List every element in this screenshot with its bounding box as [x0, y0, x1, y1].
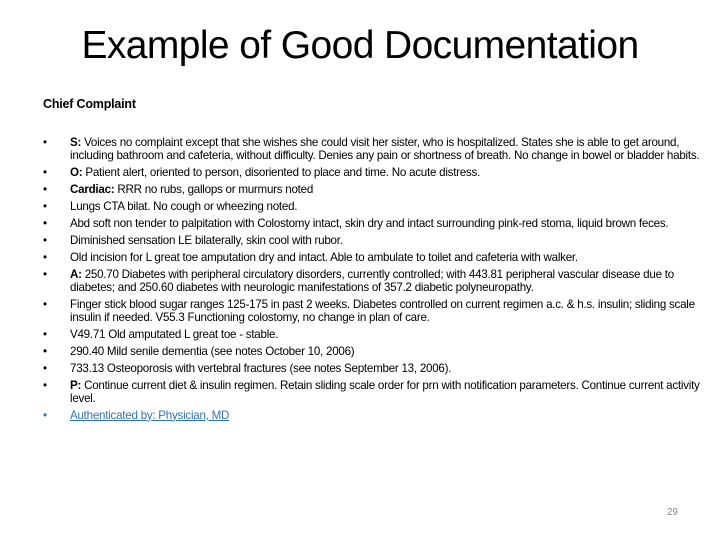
item-text: 250.70 Diabetes with peripheral circulatory disorders, currently controlled; with 443.81 peripheral vascular disease due to diabetes; and 250.60 diabetes with neurologic manifestations of 357.2 diabetic polyneuropathy.: [70, 267, 674, 294]
item-label: S:: [70, 136, 82, 149]
item-text: Diminished sensation LE bilaterally, skin cool with rubor.: [70, 233, 343, 247]
bullet-icon: •: [43, 136, 47, 149]
item-label: Cardiac:: [70, 183, 115, 197]
item-text: Voices no complaint except that she wishes she could visit her sister, who is hospitalized. States she is able to get around, including bathroom and cafeteria, without difficulty. Denies any pain or shortness of breath. No change in bowel or bladder habits.: [70, 136, 700, 163]
list-item: [43, 251, 703, 264]
list-item: [43, 217, 703, 230]
list-item: [43, 136, 703, 163]
item-text: Continue current diet & insulin regimen. Retain sliding scale order for prn with notification parameters. Continue current activity level.: [70, 378, 700, 405]
section-heading: Chief Complaint: [43, 97, 136, 111]
list-item: [43, 183, 703, 196]
item-text: RRR no rubs, gallops or murmurs noted: [114, 183, 314, 197]
bullet-icon: •: [43, 216, 47, 230]
bullet-icon: •: [43, 327, 47, 341]
list-item: [43, 166, 703, 179]
bullet-icon: •: [43, 183, 47, 197]
bullet-icon: •: [43, 297, 47, 311]
item-text: 290.40 Mild senile dementia (see notes October 10, 2006): [70, 344, 355, 358]
authentication-link-text[interactable]: Authenticated by: Physician, MD: [70, 408, 230, 422]
list-item: [43, 234, 703, 247]
item-label: A:: [70, 267, 82, 281]
list-item: [43, 200, 703, 213]
item-text: V49.71 Old amputated L great toe - stable.: [70, 327, 279, 341]
bullet-icon: •: [43, 408, 47, 422]
list-item: [43, 345, 703, 358]
list-item: [43, 379, 703, 406]
item-text: Patient alert, oriented to person, disoriented to place and time. No acute distress.: [82, 166, 481, 180]
item-text: Lungs CTA bilat. No cough or wheezing noted.: [70, 199, 298, 213]
bullet-icon: •: [43, 344, 47, 358]
bullet-icon: •: [43, 199, 47, 213]
item-text: 733.13 Osteoporosis with vertebral fractures (see notes September 13, 2006).: [70, 361, 452, 375]
list-item: [43, 268, 703, 295]
item-label: O:: [70, 166, 83, 180]
item-label: P:: [70, 378, 82, 392]
bullet-icon: •: [43, 378, 47, 392]
item-text: Old incision for L great toe amputation dry and intact. Able to ambulate to toilet and cafeteria with walker.: [70, 250, 578, 264]
bullet-icon: •: [43, 361, 47, 375]
item-text: Finger stick blood sugar ranges 125-175 in past 2 weeks. Diabetes controlled on current regimen a.c. & h.s. insulin; sliding scale insulin if needed. V55.3 Functioning colostomy, no change in plan of care.: [70, 297, 695, 325]
authentication-link[interactable]: [43, 409, 703, 422]
item-text: Abd soft non tender to palpitation with Colostomy intact, skin dry and intact surrounding pink-red stoma, liquid brown feces.: [70, 216, 669, 230]
list-item: [43, 298, 703, 325]
list-item: [43, 328, 703, 341]
bullet-icon: •: [43, 166, 47, 180]
list-item: [43, 362, 703, 375]
slide-title: Example of Good Documentation: [81, 24, 639, 67]
page-number: 29: [666, 507, 678, 518]
bullet-icon: •: [43, 250, 47, 264]
bullet-icon: •: [43, 267, 47, 281]
bullet-icon: •: [43, 233, 47, 247]
documentation-list: [43, 136, 703, 426]
